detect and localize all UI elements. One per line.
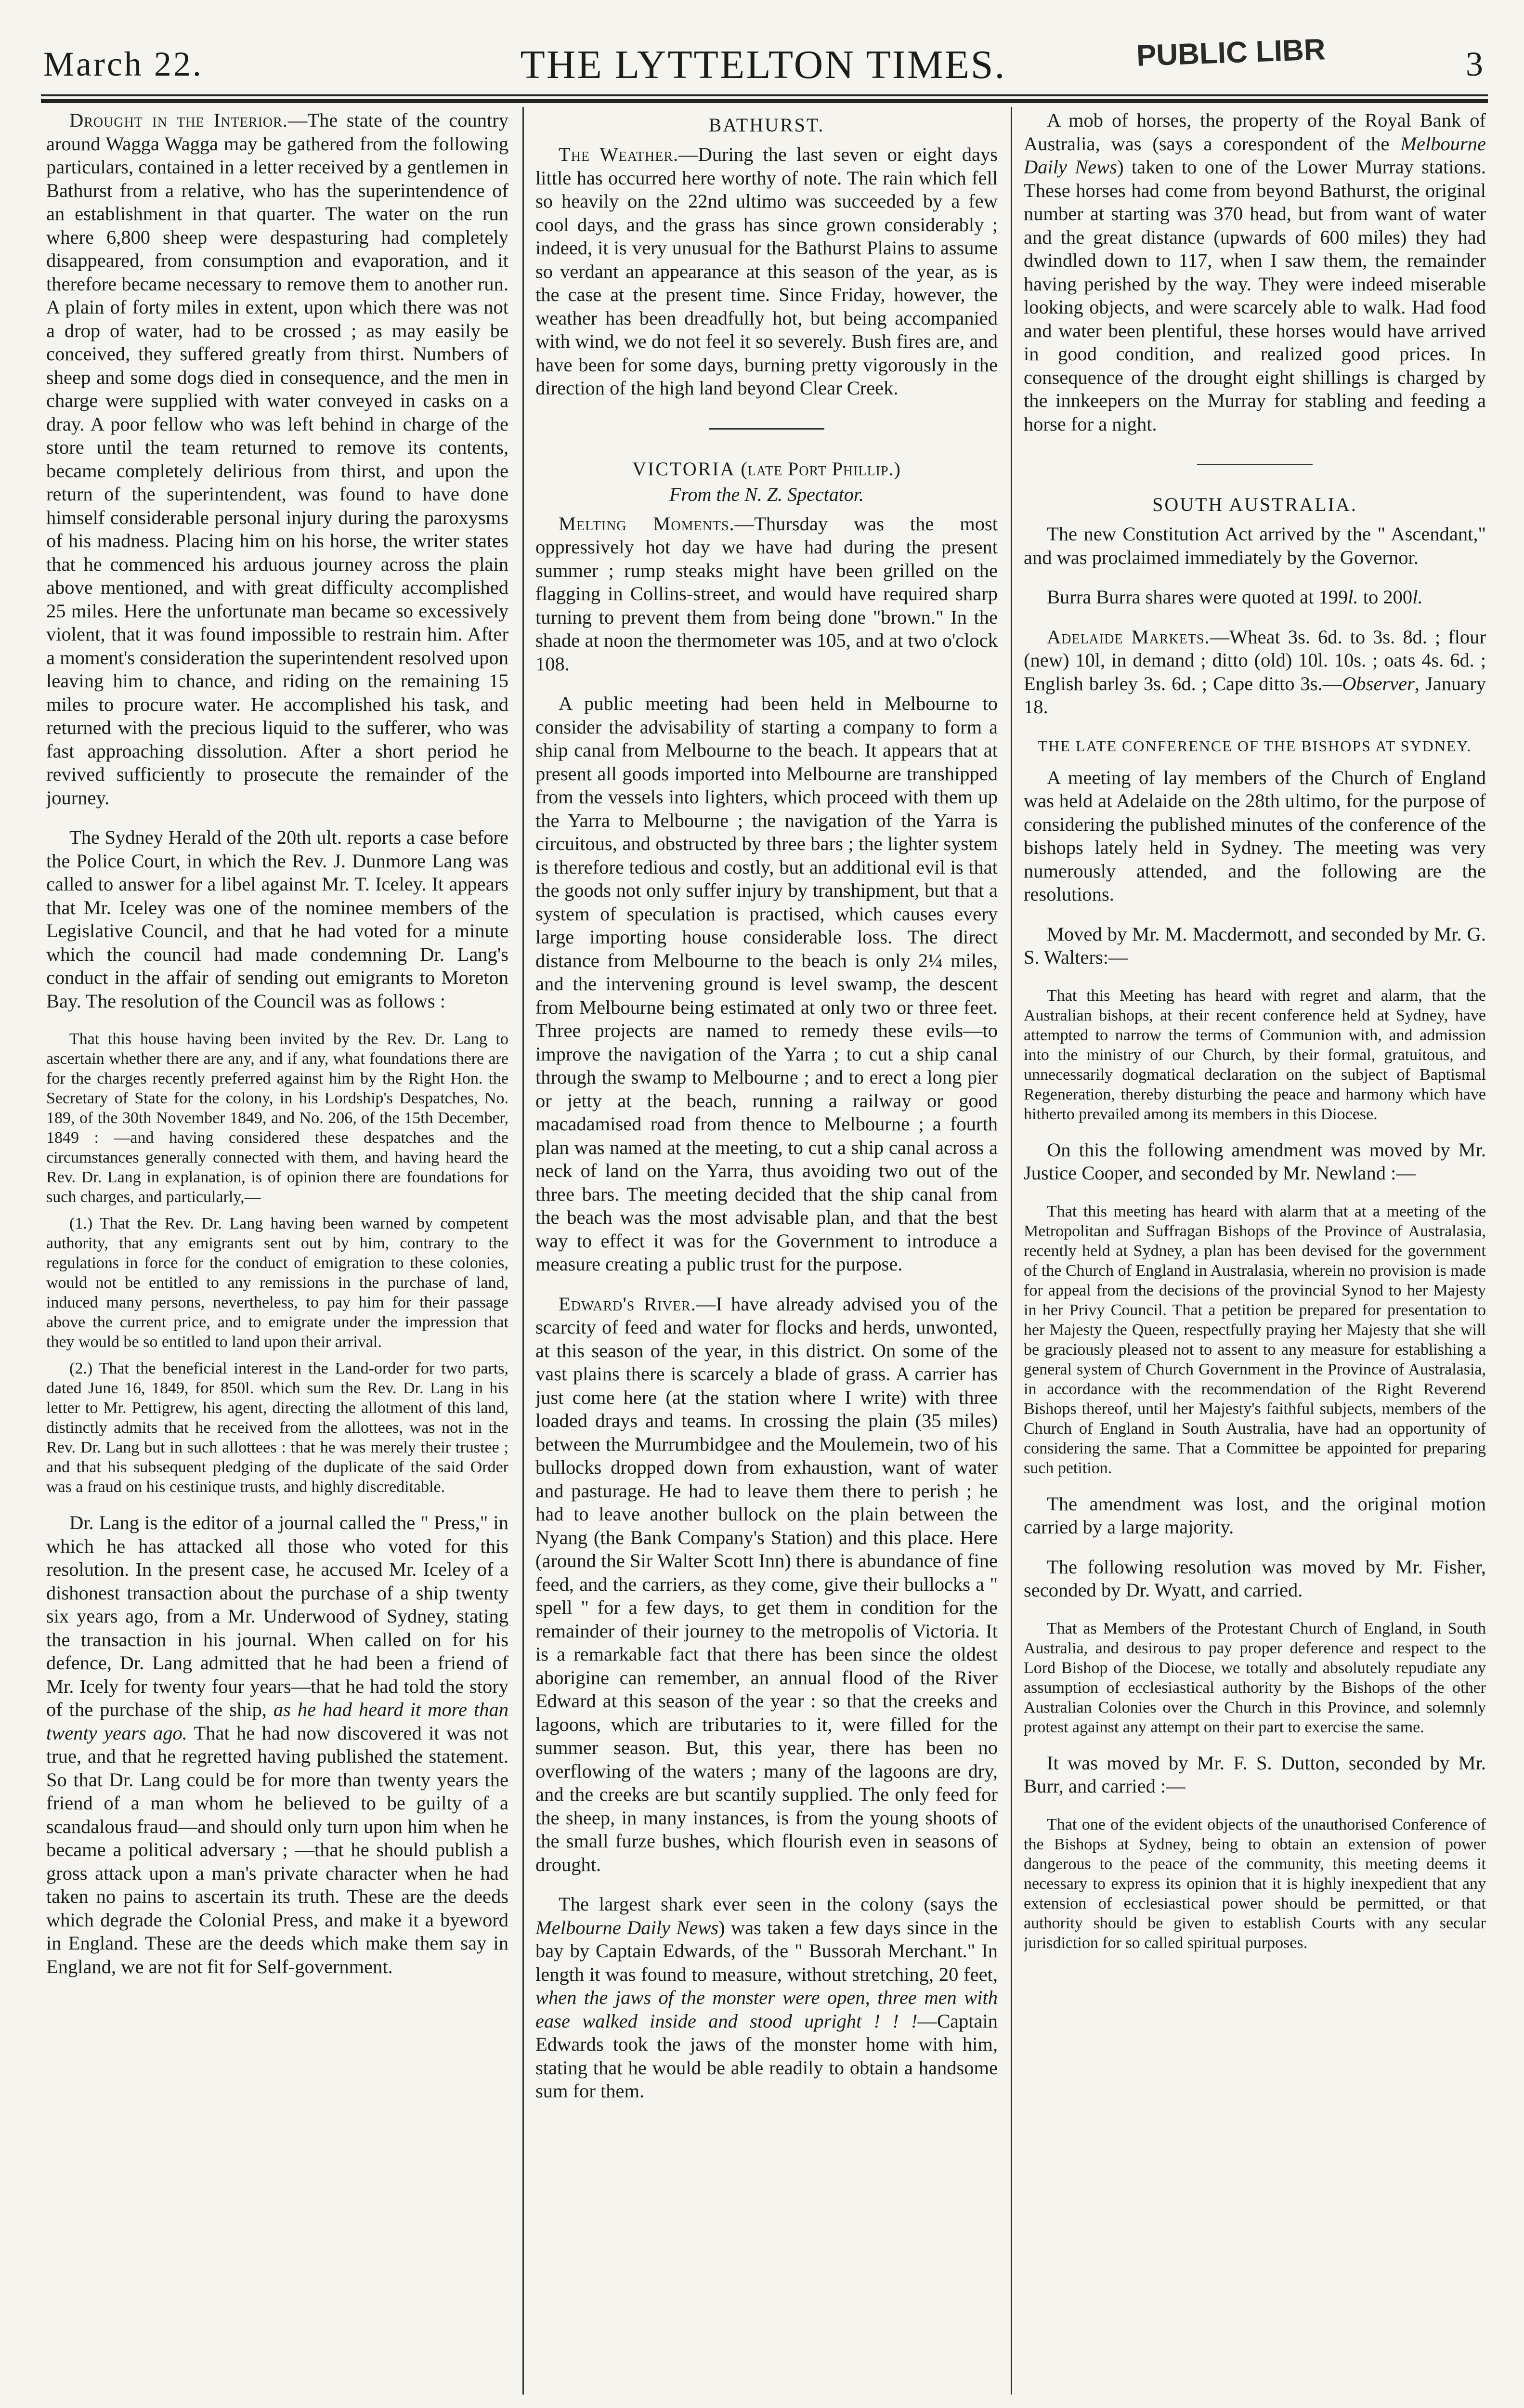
article-text: The largest shark ever seen in the colony (says the [559,1893,998,1915]
article-lang-press [46,1511,508,1978]
article-text: That he had now discovered it was not true, and that he regretted having published the statement. So that Dr. Lang could be for more than twenty years the friend of a man whom he believed to be guilty of a scandalous fraud—and should only turn upon him when he became a political adversary ; —that he should publish a gross attack upon a man's private character when he had taken no pains to ascertain its truth. These are the deeds which degrade the Colonial Press, and make it a byeword in England. These are the deeds which make them say in England, we are not fit for Self-government. [46,1722,508,1977]
quoted-resolution: That this house having been invited by the Rev. Dr. Lang to ascertain whether there are any, and if any, what foundations there are for the charges recently preferred against him by the Right Hon. the Secretary of State for the colony, in his Lordship's Despatches, No. 189, of the 30th November 1849, and No. 206, of the 15th December, 1849 : —and having considered these despatches and the circumstances generally connected with them, and having heard the Rev. Dr. Lang in explanation, is of opinion there are foundations for such charges, and particularly,— [46,1030,508,1206]
article-text: Dr. Lang is the editor of a journal called the " Press," in which he has attacked all those who voted for this resolution. In the present case, he accused Mr. Iceley of a dishonest transaction about the purchase of a ship twenty six years ago, from a Mr. Underwood of Sydney, stating the transaction in his journal. When called on for his defence, Dr. Lang admitted that he had been a friend of Mr. Icely for twenty four years—that he had told the story of the purchase of the ship, [46,1512,508,1720]
motion-text: Moved by Mr. M. Macdermott, and seconded by Mr. G. S. Walters:— [1024,923,1486,968]
motion-text: The amendment was lost, and the original motion carried by a large majority. [1024,1492,1486,1538]
article-edwards-river [535,1293,998,1877]
quoted-resolution: (2.) That the beneficial interest in the Land-order for two parts, dated June 16, 1849, for 850l. which sum the Rev. Dr. Lang in his letter to Mr. Pettigrew, his agent, directing the allotment of this land, distinctly admits that he received from the allottees, was not in the Rev. Dr. Lang but in such allottees : that he was merely their trustee ; and that his subsequent pledging of the duplicate of the said Order was a fraud on his cestinique trusts, and highly discreditable. [46,1360,508,1496]
article-weather [535,143,998,400]
article-heading: Edward's River. [559,1293,696,1315]
quoted-resolution: That one of the evident objects of the unauthorised Conference of the Bishops at Sydney, being to obtain an extension of power dangerous to the peace of the community, this meeting deems it necessary to express its opinion that it is highly inexpedient that any extension of ecclesiastical power should be permitted, or that authority should be given to establish Courts with any secular jurisdiction for so called spiritual purposes. [1024,1815,1486,1952]
issue-date: March 22. [43,45,203,83]
motion-text: It was moved by Mr. F. S. Dutton, seconded by Mr. Burr, and carried :— [1024,1752,1486,1797]
article-italic: when the jaws of the monster were open, three men with ease walked inside and stood upright ! ! ! [535,1987,998,2032]
section-subheading: From the N. Z. Spectator. [669,483,864,505]
column-left [46,107,508,2399]
article-italic: Melbourne Daily News [1024,132,1486,178]
article-shark [535,1893,998,2103]
article-body: —I have already advised you of the scarcity of feed and water for flocks and herds, unwonted, at this season of the year, in this district. On some of the vast plains there is scarcely a blade of grass. A carrier has just come here (at the station where I write) with three loaded drays and teams. In crossing the plain (35 miles) between the Murrumbidgee and the Moulemein, two of his bullocks dropped down from exhaustion, want of water and pasturage. He had to leave them there to perish ; he had to leave another bullock on the plain between the Nyang (the Bank Company's Station) and this place. Here (around the Sir Walter Scott Inn) there is abundance of fine feed, and the carriers, as they come, give their bullocks a " spell " for a few days, to get them in condition for the remainder of their journey to the metropolis of Victoria. It is a remarkable fact that there has been since the oldest aborigine can remember, an annual flood of the River Edward at this season of the year : so that the creeks and lagoons, which are tributaries to it, were filled for the summer season. But, this year, there has been no overflowing of the waters ; many of the lagoons are dry, and the creeks are but scantily supplied. The only feed for the sheep, in many instances, is from the young shoots of the small furze bushes, which flourish even in seasons of drought. [535,1293,998,1875]
newspaper-title: THE LYTTELTON TIMES. [520,42,1006,87]
article-adelaide-markets [1024,626,1486,719]
motion-text: On this the following amendment was moved by Mr. Justice Cooper, and seconded by Mr. Newland :— [1024,1139,1486,1184]
article-lang-libel: The Sydney Herald of the 20th ult. reports a case before the Police Court, in which the Rev. J. Dunmore Lang was called to answer for a libel against Mr. T. Iceley. It appears that Mr. Iceley was one of the nominee members of the Legislative Council, and that he had voted for a minute which the council had made condemning Dr. Lang's conduct in the affair of sending out emigrants to Moreton Bay. The resolution of the Council was as follows : [46,826,508,1012]
article-italic: l. [1348,586,1358,608]
quoted-resolution: That this meeting has heard with alarm that at a meeting of the Metropolitan and Suffragan Bishops of the Province of Australasia, recently held at Sydney, a plan has been devised for the government of the Church of England in Australasia, wherein no provision is made for appeal from the decisions of the provincial Synod to her Majesty in her Privy Council. That a petition be prepared for presentation to her Majesty the Queen, respectfully praying her Majesty that she will be graciously pleased not to assent to any measure for establishing a general system of Church Government in the Province of Australasia, in accordance with the recommendation of the Right Reverend Bishops thereof, until her Majesty's faithful subjects, members of the Church of England in South Australia, have had an opportunity of considering the same. That a Committee be appointed for preparing such petition. [1024,1202,1486,1477]
article-italic: Observer [1342,672,1415,694]
section-heading-bathurst: BATHURST. [708,114,825,136]
article-horses [1024,109,1486,436]
masthead-rule-thin [41,94,1488,96]
article-burra-shares [1024,586,1486,609]
library-stamp: PUBLIC LIBR [1135,33,1326,73]
masthead [39,33,1488,95]
article-heading: Melting Moments. [559,512,735,535]
article-text: A mob of horses, the property of the Royal Bank of Australia, was (says a corespondent of the [1024,109,1486,155]
article-heading: Drought in the Interior. [69,109,288,131]
section-separator [1197,464,1313,465]
article-drought [46,109,508,810]
article-constitution-act: The new Constitution Act arrived by the " Ascendant," and was proclaimed immediately by the Governor. [1024,523,1486,568]
article-ship-canal: A public meeting had been held in Melbourne to consider the advisability of starting a company to form a ship canal from Melbourne to the beach. It appears that at present all goods imported into Melbourne are transhipped from the vessels into lighters, which proceed with them up the Yarra to Melbourne ; the navigation of the Yarra is circuitous, and obstructed by three bars ; the lighter system is therefore tedious and costly, but an additional evil is that the goods not only suffer injury by transhipment, but that a system of speculation is practised, which causes every large importing house considerable loss. The direct distance from Melbourne to the beach is only 2¼ miles, and the intervening ground is level swamp, the descent from Melbourne being estimated at only two or three feet. Three projects are named to remedy these evils—to improve the navigation of the Yarra ; to cut a ship canal through the swamp to Melbourne ; and to erect a long pier or jetty at the beach, running a railway or good macadamised road from thence to Melbourne ; a fourth plan was named at the meeting, to cut a ship canal across a neck of land on the Yarra, thus avoiding two out of the three bars. The meeting decided that the ship canal from the beach was the most advisable plan, and that the best way to effect it was for the Government to introduce a measure creating a public trust for the purpose. [535,693,998,1275]
masthead-rule-thick [41,99,1488,103]
heading-text: (late Port Phillip.) [741,458,901,480]
column-divider [522,107,524,2395]
heading-text: VICTORIA [632,458,741,480]
article-body: —The state of the country around Wagga Wagga may be gathered from the following particulars, contained in a letter received by a gentlemen in Bathurst from a relative, who has the superintendence of an establishment in that quarter. The water on the run where 6,800 sheep were despasturing had completely disappeared, from consumption and evaporation, and it therefore became necessary to remove them to another run. A plain of forty miles in extent, upon which there was not a drop of water, had to be crossed ; as may easily be conceived, they suffered greatly from thirst. Numbers of sheep and some dogs died in consequence, and the men in charge were supplied with water conveyed in casks on a dray. A poor fellow who was left behind in charge of the store until the team returned to remove its contents, became completely delirious from thirst, and upon the return of the superintendent, was found to have done himself considerable personal injury during the paroxysms of his madness. Placing him on his horse, the writer states that he commenced his arduous journey across the plain above mentioned, and with great difficulty accomplished 25 miles. Here the unfortunate man became so excessively violent, that it was found impossible to restrain him. After a moment's consideration the superintendent resolved upon leaving him to chance, and riding on the remaining 15 miles to procure water. He accomplished his task, and returned with the precious liquid to the sufferer, who was fast approaching dissolution. After a short period he revived sufficiently to prosecute the remainder of the journey. [46,109,508,809]
article-body: —Thursday was the most oppressively hot day we have had during the present summer ; rump steaks might have been grilled on the flagging in Collins-street, and would have required sharp turning to prevent them from being done "brown." In the shade at noon the thermometer was 105, and at two o'clock 108. [535,512,998,675]
article-italic: as he had heard it more than twenty years ago. [46,1699,508,1744]
section-heading-south-australia: SOUTH AUSTRALIA. [1152,494,1357,515]
column-middle [535,107,998,2370]
article-italic: Melbourne Daily News [535,1916,719,1938]
article-heading: Adelaide Markets. [1047,626,1210,648]
quoted-resolution: (1.) That the Rev. Dr. Lang having been warned by competent authority, that any emigrants sent out by him, contrary to the regulations in force for the conduct of emigration to these colonies, would not be entitled to any remissions in the purchase of land, induced many persons, nevertheless, to pay him for their passage above the current price, and to emigrate under the impression that they would be so entitled to land upon their arrival. [46,1215,508,1351]
article-text: to 200 [1358,586,1413,608]
article-italic: l. [1412,586,1423,608]
article-body: —During the last seven or eight days little has occurred here worthy of note. The rain which fell so heavily on the 22nd ultimo was succeeded by a few cool days, and the grass has since grown considerably ; indeed, it is very unusual for the Bathurst Plains to assume so verdant an appearance at this season of the year, as is the case at the present time. Since Friday, however, the weather has been dreadfully hot, but being accompanied with wind, we do not feel it so severely. Bush fires are, and have been for some days, burning pretty vigorously in the direction of the high land beyond Clear Creek. [535,144,998,399]
motion-text: The following resolution was moved by Mr. Fisher, seconded by Dr. Wyatt, and carried. [1024,1556,1486,1601]
article-body: —Wheat 3s. 6d. to 3s. 8d. ; flour (new) 10l, in demand ; ditto (old) 10l. 10s. ; oats 4s. 6d. ; English barley 3s. 6d. ; Cape ditto 3s.— [1024,626,1486,694]
article-text: , January 18. [1024,672,1486,718]
article-text: —Captain Edwards took the jaws of the monster home with him, stating that he would be able readily to obtain a handsome sum for them. [535,2010,998,2102]
article-heading: The Weather. [559,144,679,165]
section-heading-victoria [535,458,998,480]
article-text: ) taken to one of the Lower Murray stations. These horses had come from beyond Bathurst, the original number at starting was 370 head, but from want of water and the great distance (upwards of 600 miles) they had dwindled down to 117, when I saw them, the remainder having perished by the way. They were indeed miserable looking objects, and were scarcely able to walk. Had food and water been plentiful, these horses would have arrived in good condition, and realized good prices. In consequence of the drought eight shillings is charged by the innkeepers on the Murray for stabling and feeding a horse for a night. [1024,156,1486,435]
article-lay-meeting: A meeting of lay members of the Church of England was held at Adelaide on the 28th ultimo, for the purpose of considering the published minutes of the conference of the bishops lately held in Sydney. The meeting was very numerously attended, and the following are the resolutions. [1024,766,1486,905]
page-number: 3 [1466,45,1483,83]
article-melting-moments [535,512,998,676]
article-text: ) was taken a few days since in the bay by Captain Edwards, of the " Bussorah Merchant." In length it was found to measure, without stretching, 20 feet, [535,1916,998,1985]
section-separator [709,428,824,430]
section-heading-conference: THE LATE CONFERENCE OF THE BISHOPS AT SYDNEY. [1038,737,1472,755]
article-text: Burra Burra shares were quoted at 199 [1047,586,1348,608]
column-divider [1011,107,1012,2395]
column-right [1024,107,1486,2399]
quoted-resolution: That as Members of the Protestant Church of England, in South Australia, and desirous to pay proper deference and respect to the Lord Bishop of the Diocese, we totally and absolutely repudiate any assumption of ecclesiastical authority by the Bishops of the other Australian Colonies over the Church in this Province, and solemnly protest against any attempt on their part to exercise the same. [1024,1619,1486,1736]
quoted-resolution: That this Meeting has heard with regret and alarm, that the Australian bishops, at their recent conference held at Sydney, have attempted to narrow the terms of Communion with, and admission into the ministry of our Church, by their formal, gratuitous, and unnecessarily dogmatical declaration on the subject of Baptismal Regeneration, thereby disturbing the peace and harmony which have hitherto prevailed among its members in this Diocese. [1024,986,1486,1123]
